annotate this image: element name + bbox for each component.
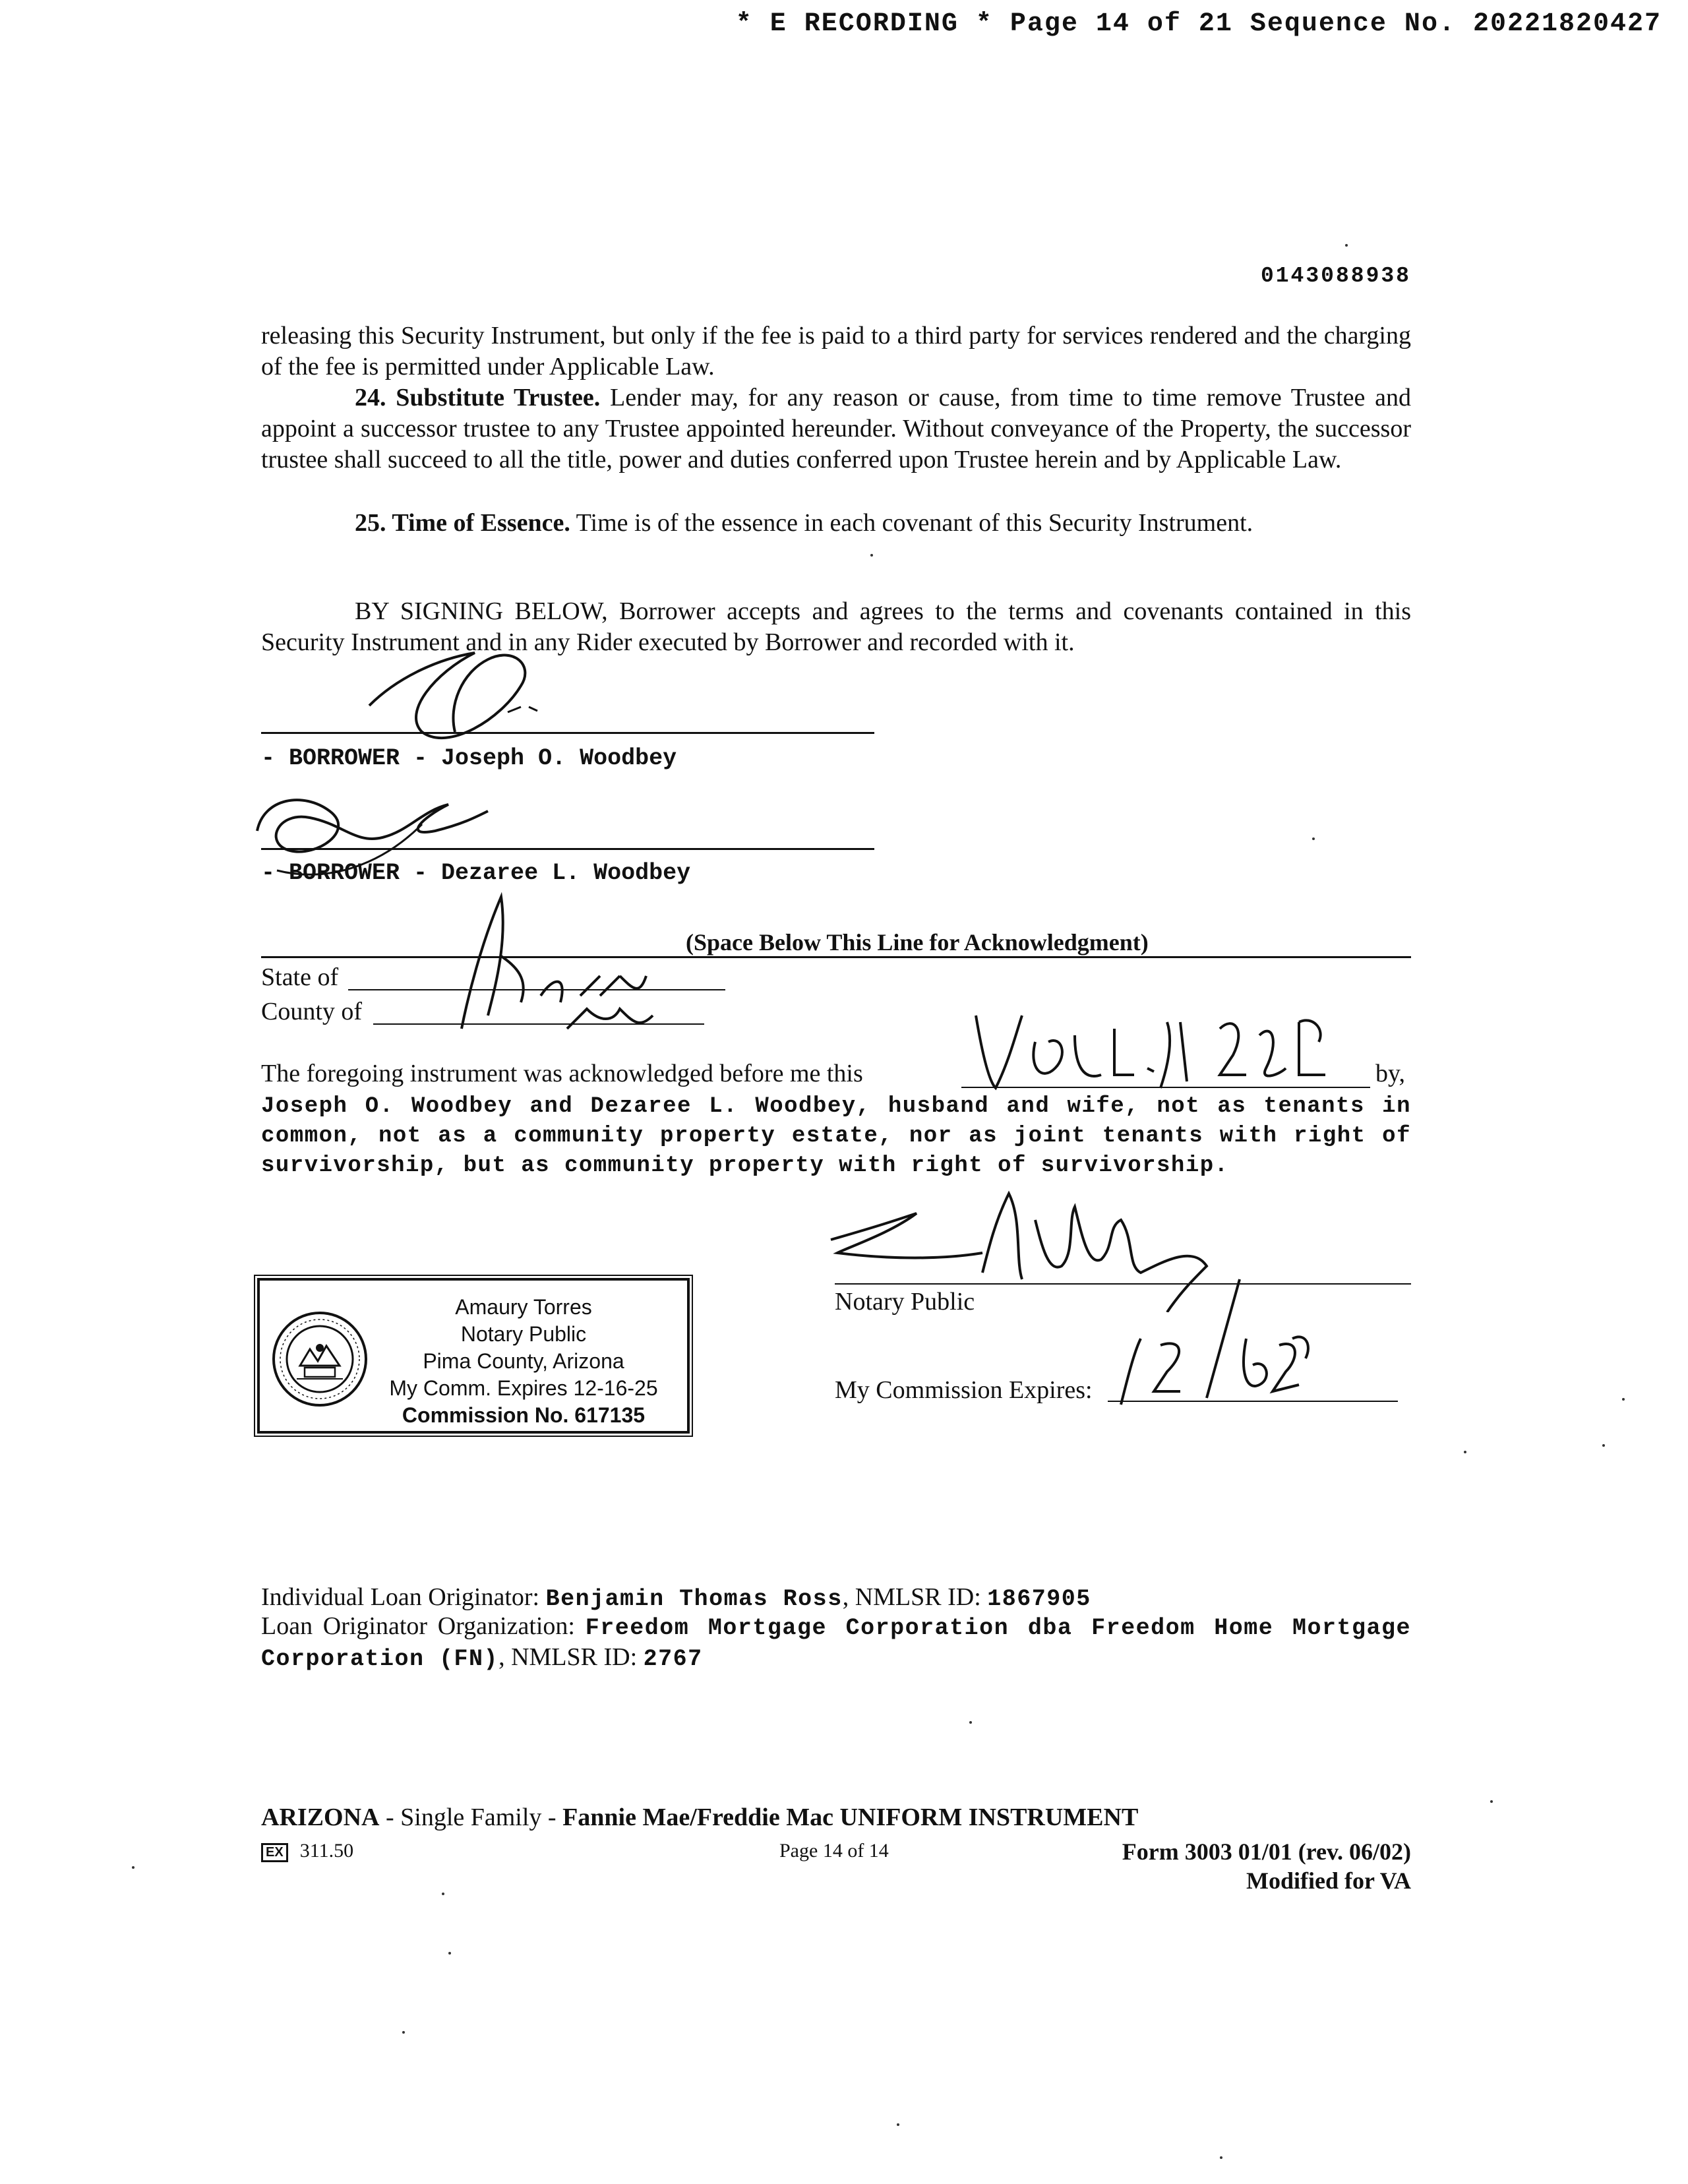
acknowledgment-space-label: (Space Below This Line for Acknowledgment)	[686, 929, 1149, 956]
individual-originator-id: 1867905	[987, 1586, 1091, 1612]
stamp-notary-title: Notary Public	[460, 1322, 587, 1346]
commission-expires-line	[1108, 1401, 1398, 1402]
footer-page-number: Page 14 of 14	[779, 1840, 889, 1862]
section-25-text: Time is of the essence in each covenant of this Security Instrument.	[570, 509, 1253, 537]
scan-speck	[969, 1721, 972, 1724]
individual-originator-id-label: , NMLSR ID:	[842, 1583, 981, 1611]
scan-speck	[442, 1893, 444, 1895]
scan-speck	[1622, 1398, 1625, 1401]
footer-family: - Single Family -	[379, 1804, 563, 1831]
section-24-heading: 24. Substitute Trustee.	[355, 384, 601, 411]
section-24-substitute-trustee	[261, 382, 1411, 475]
footer-form	[1055, 1837, 1411, 1895]
paragraph-releasing: releasing this Security Instrument, but only if the fee is paid to a third party for services rendered and the charging of the fee is permitted under Applicable Law.	[261, 322, 1411, 380]
arizona-seal-icon	[270, 1310, 369, 1409]
stamp-county: Pima County, Arizona	[423, 1349, 624, 1373]
acknowledgment-prefix: The foregoing instrument was acknowledged before me this	[261, 1060, 863, 1087]
section-25-heading: 25. Time of Essence.	[355, 509, 570, 537]
footer-instrument: Fannie Mae/Freddie Mac UNIFORM INSTRUMENT	[562, 1804, 1139, 1831]
acknowledgment-body: Joseph O. Woodbey and Dezaree L. Woodbey, husband and wife, not as tenants in common, not as a community property estate, nor as joint tenants with right of survivorship, but as community property with right of survivorship.	[261, 1094, 1411, 1178]
scan-speck	[1312, 837, 1315, 840]
acknowledgment-date-line	[961, 1087, 1370, 1088]
organization-id-label: , NMLSR ID:	[498, 1643, 638, 1671]
footer-code-number: 311.50	[299, 1840, 354, 1862]
signing-statement: BY SIGNING BELOW, Borrower accepts and agrees to the terms and covenants contained in this Security Instrument and in any Rider executed by Borrower and recorded with it.	[261, 597, 1411, 656]
scan-speck	[1464, 1451, 1466, 1453]
scan-speck	[1345, 244, 1348, 247]
scan-speck	[1490, 1800, 1493, 1803]
footer-state: ARIZONA	[261, 1804, 380, 1831]
loan-number: 0143088938	[1260, 264, 1411, 288]
acknowledgment-text	[261, 1059, 1411, 1181]
acknowledgment-line1	[261, 1059, 1411, 1091]
scan-speck	[402, 2031, 405, 2034]
individual-originator-name: Benjamin Thomas Ross	[545, 1586, 843, 1612]
acknowledgment-separator-line	[261, 956, 1411, 958]
borrower1-signature-line	[261, 732, 874, 734]
borrower2-label: - BORROWER - Dezaree L. Woodbey	[261, 860, 691, 886]
stamp-notary-name: Amaury Torres	[455, 1295, 592, 1319]
footer-form-number: Form 3003 01/01 (rev. 06/02)	[1122, 1838, 1411, 1865]
loan-originator-organization	[261, 1612, 1411, 1674]
notary-public-label: Notary Public	[835, 1288, 975, 1316]
commission-expires-label: My Commission Expires:	[835, 1376, 1093, 1404]
stamp-expires: My Comm. Expires 12-16-25	[389, 1376, 658, 1400]
borrower1-label: - BORROWER - Joseph O. Woodbey	[261, 745, 677, 772]
recording-header: * E RECORDING * Page 14 of 21 Sequence No. 20221820427	[735, 9, 1662, 39]
notary-stamp	[257, 1278, 690, 1434]
footer-title	[261, 1803, 1138, 1832]
borrower2-signature-line	[261, 848, 874, 850]
county-of-label: County of	[261, 998, 363, 1025]
scan-speck	[897, 2123, 899, 2126]
footer-code-box: EX	[261, 1843, 288, 1862]
scan-speck	[870, 554, 873, 557]
scan-speck	[1602, 1444, 1605, 1447]
organization-name: Freedom Mortgage Corporation dba Freedom Home Mortgage Corporation (FN)	[261, 1615, 1412, 1672]
section-24-text: Lender may, for any reason or cause, from time to time remove Trustee and appoint a successor trustee to any Trustee appointed hereunder. Without conveyance of the Property, the successor trustee shall succeed to all the title, power and duties conferred upon Trustee herein and by Applicable Law.	[261, 384, 1411, 473]
scan-speck	[1220, 2156, 1222, 2159]
scan-speck	[448, 1952, 451, 1955]
county-of-line	[373, 1023, 704, 1025]
organization-label: Loan Originator Organization:	[261, 1612, 575, 1640]
notary-signature-line	[835, 1283, 1411, 1285]
individual-originator-label: Individual Loan Originator:	[261, 1583, 540, 1611]
notary-stamp-text	[359, 1294, 688, 1429]
state-of-line	[348, 989, 725, 990]
organization-id: 2767	[643, 1646, 703, 1672]
section-25-time-of-essence	[261, 508, 1411, 539]
footer-code	[261, 1840, 353, 1862]
footer-modified: Modified for VA	[1246, 1867, 1411, 1894]
acknowledgment-by: by,	[1375, 1060, 1406, 1087]
individual-loan-originator	[261, 1583, 1411, 1614]
scan-speck	[132, 1866, 135, 1869]
stamp-commission-number: Commission No. 617135	[402, 1403, 646, 1427]
state-of-label: State of	[261, 963, 339, 991]
commission-date-handwriting	[1108, 1273, 1319, 1418]
